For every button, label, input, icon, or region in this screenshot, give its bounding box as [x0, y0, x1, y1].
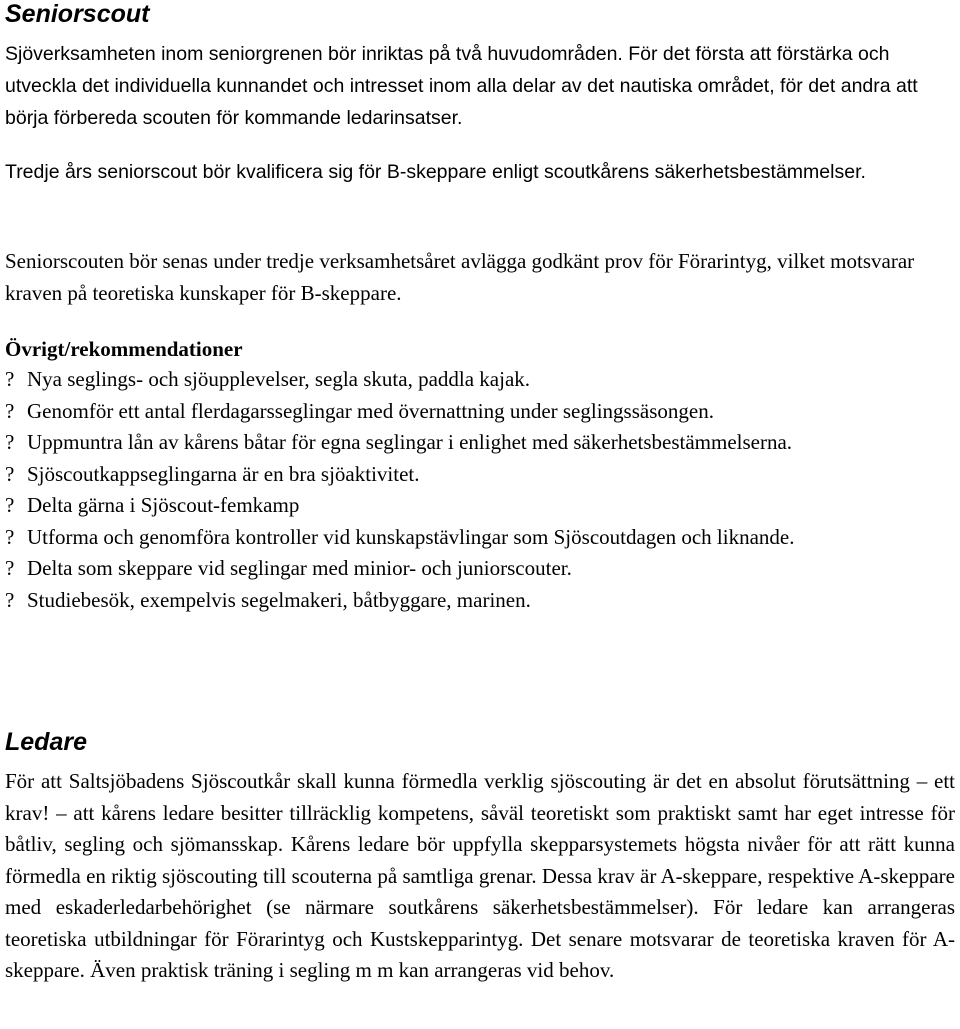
bullet-mark: ? [5, 556, 15, 580]
paragraph-b-skeppare: Tredje års seniorscout bör kvalificera sig för B-skeppare enligt scoutkårens säkerhetsbestämmelser. [5, 161, 866, 183]
list-item-text: Utforma och genomföra kontroller vid kunskapstävlingar som Sjöscoutdagen och liknande. [27, 524, 795, 549]
section-heading-ledare: Ledare [5, 728, 87, 756]
list-item-text: Delta som skeppare vid seglingar med minior- och juniorscouter. [27, 556, 572, 580]
paragraph-forarintyg: Seniorscouten bör senas under tredje verksamhetsåret avlägga godkänt prov för Förarintyg, vilket motsvarar kraven på teoretiska kunskaper för B-skeppare. [5, 249, 915, 305]
section-heading-seniorscout: Seniorscout [5, 0, 150, 28]
list-item [5, 396, 955, 428]
list-item [5, 459, 955, 491]
list-item-text: Delta gärna i Sjöscout-femkamp [27, 493, 300, 517]
subheading-recommendations: Övrigt/rekommendationer [5, 337, 243, 361]
list-item-text: Nya seglings- och sjöupplevelser, segla skuta, paddla kajak. [27, 367, 531, 391]
bullet-mark: ? [5, 524, 15, 549]
list-item [5, 427, 955, 459]
recommendation-list [5, 364, 955, 616]
list-item-text: Genomför ett antal flerdagarsseglingar med övernattning under seglingssäsongen. [27, 398, 714, 423]
bullet-mark: ? [5, 398, 15, 423]
intro-paragraph: Sjöverksamheten inom seniorgrenen bör inriktas på två huvudområden. För det första att förstärka och utveckla det individuella kunnandet och intresset inom alla delar av det nautiska området, för det andra att börja förbereda scouten för kommande ledarinsatser. [5, 43, 918, 129]
leaders-paragraph: För att Saltsjöbadens Sjöscoutkår skall kunna förmedla verklig sjöscouting är det en absolut förutsättning – ett krav! – att kårens ledare besitter tillräcklig kompetens, såväl teoretiskt som praktiskt samt har eget intresse för båtliv, segling och sjömansskap. Kårens ledare bör uppfylla skepparsystemets högsta nivåer för att rätt kunna förmedla en riktig sjöscouting till scouterna på samtliga grenar. Dessa krav är A-skeppare, respektive A-skeppare med eskaderledarbehörighet (se närmare soutkårens säkerhetsbestämmelser). För ledare kan arrangeras teoretiska utbildningar för Förarintyg och Kustskepparintyg. Det senare motsvarar de teoretiska kraven för A-skeppare. Även praktisk träning i segling m m kan arrangeras vid behov. [5, 769, 955, 982]
list-item [5, 553, 955, 585]
bullet-mark: ? [5, 367, 15, 391]
bullet-mark: ? [5, 461, 15, 486]
list-item [5, 522, 955, 554]
list-item [5, 364, 955, 396]
list-item [5, 490, 955, 522]
bullet-mark: ? [5, 587, 15, 612]
bullet-mark: ? [5, 430, 15, 454]
list-item-text: Studiebesök, exempelvis segelmakeri, båtbyggare, marinen. [27, 587, 531, 612]
list-item-text: Sjöscoutkappseglingarna är en bra sjöaktivitet. [27, 461, 420, 486]
list-item-text: Uppmuntra lån av kårens båtar för egna seglingar i enlighet med säkerhetsbestämmelserna. [27, 430, 793, 454]
list-item [5, 585, 955, 617]
bullet-mark: ? [5, 493, 15, 517]
